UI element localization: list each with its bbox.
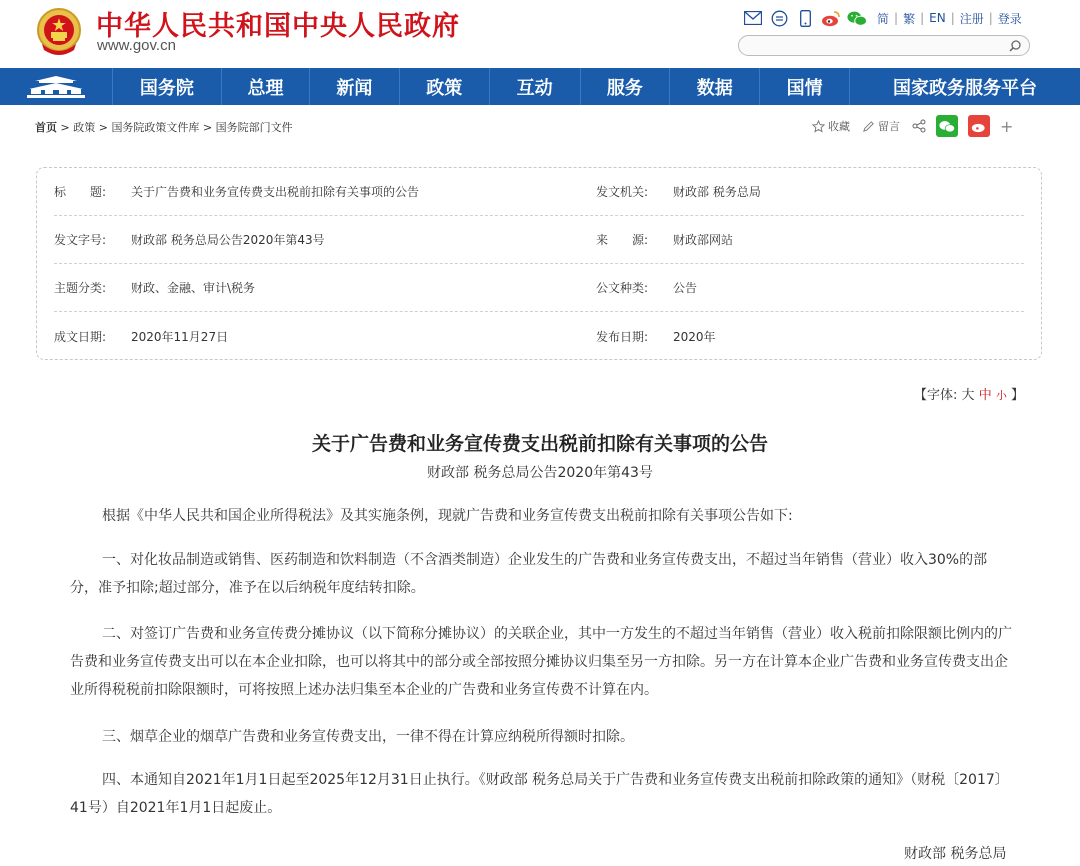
breadcrumb-separator: > bbox=[98, 121, 108, 134]
pencil-icon bbox=[862, 120, 875, 133]
info-title-label: 标 题: bbox=[54, 185, 107, 199]
mail-icon[interactable] bbox=[743, 9, 763, 27]
breadcrumb bbox=[35, 119, 293, 135]
favorite-label: 收藏 bbox=[828, 120, 850, 133]
weibo-icon[interactable] bbox=[821, 9, 841, 27]
breadcrumb-department-docs-link[interactable]: 国务院部门文件 bbox=[215, 121, 293, 134]
info-issuer-label: 发文机关: bbox=[596, 185, 649, 199]
info-topic-cell bbox=[54, 279, 255, 296]
info-type-cell bbox=[596, 279, 697, 296]
nav-item-premier[interactable]: 总理 bbox=[222, 68, 310, 105]
info-type-label: 公文种类: bbox=[596, 281, 649, 295]
info-docno-cell bbox=[54, 231, 325, 248]
weibo-icon bbox=[971, 119, 987, 133]
site-header bbox=[0, 0, 1080, 68]
info-type-value: 公告 bbox=[673, 281, 698, 295]
breadcrumb-separator: > bbox=[202, 121, 213, 134]
info-row bbox=[54, 264, 1024, 312]
info-docno-value: 财政部 税务总局公告2020年第43号 bbox=[131, 233, 325, 247]
info-row bbox=[54, 312, 1024, 360]
top-tools bbox=[743, 8, 1022, 28]
info-title-cell bbox=[54, 183, 419, 200]
nav-item-data[interactable]: 数据 bbox=[670, 68, 760, 105]
info-issuer-cell bbox=[596, 183, 761, 200]
lang-english-link[interactable]: EN bbox=[929, 11, 946, 25]
favorite-button[interactable] bbox=[812, 118, 850, 134]
nav-item-gov-service-platform[interactable]: 国家政务服务平台 bbox=[893, 77, 1038, 99]
info-date-label: 成文日期: bbox=[54, 329, 107, 344]
share-weibo-button[interactable] bbox=[968, 115, 990, 137]
share-button[interactable] bbox=[912, 119, 926, 133]
article-paragraph: 二、对签订广告费和业务宣传费分摊协议（以下简称分摊协议）的关联企业，其中一方发生的不超过当年销售（营业）收入税前扣除限额比例内的广告费和业务宣传费支出可以在本企业扣除，也可以将其中的部分或全部按照分摊协议归集至另一方扣除。另一方在计算本企业广告费和业务宣传费支出企业所得税税前扣除限额时，可将按照上述办法归集至本企业的广告费和业务宣传费不计算在内。 bbox=[70, 626, 1012, 698]
article-paragraph: 三、烟草企业的烟草广告费和业务宣传费支出，一律不得在计算应纳税所得额时扣除。 bbox=[102, 729, 634, 745]
breadcrumb-policy-link[interactable]: 政策 bbox=[73, 121, 96, 134]
share-wechat-button[interactable] bbox=[936, 115, 958, 137]
site-title[interactable]: 中华人民共和国中央人民政府 bbox=[96, 11, 460, 42]
search-icon[interactable] bbox=[1007, 38, 1023, 54]
nav-item-policy[interactable]: 政策 bbox=[400, 68, 490, 105]
share-toolbar bbox=[812, 114, 1013, 138]
article-paragraph: 根据《中华人民共和国企业所得税法》及其实施条例，现就广告费和业务宣传费支出税前扣除有关事项公告如下: bbox=[102, 508, 793, 524]
search-input[interactable] bbox=[738, 35, 1030, 56]
comment-button[interactable] bbox=[862, 118, 900, 134]
info-docno-label: 发文字号: bbox=[54, 233, 107, 247]
share-icon bbox=[912, 119, 926, 133]
breadcrumb-separator: > bbox=[60, 121, 70, 134]
comment-bubble-icon[interactable] bbox=[769, 9, 789, 27]
info-issuer-value: 财政部 税务总局 bbox=[673, 185, 761, 199]
mobile-icon[interactable] bbox=[795, 9, 815, 27]
nav-item-service[interactable]: 服务 bbox=[581, 68, 671, 105]
national-emblem-icon[interactable] bbox=[34, 6, 84, 58]
article-paragraph: 一、对化妆品制造或销售、医药制造和饮料制造（不含酒类制造）企业发生的广告费和业务宣传费支出，不超过当年销售（营业）收入30%的部分，准予扣除;超过部分，准予在以后纳税年度结转扣除。 bbox=[70, 552, 988, 596]
language-links: 简 | 繁 | EN | 注册 | 登录 bbox=[877, 11, 1022, 26]
font-size-suffix: 】 bbox=[1010, 388, 1024, 403]
nav-item-national-info[interactable]: 国情 bbox=[760, 68, 850, 105]
breadcrumb-policy-library-link[interactable]: 国务院政策文件库 bbox=[111, 121, 200, 134]
article-signature: 财政部 税务总局 bbox=[904, 846, 1007, 862]
wechat-icon[interactable] bbox=[847, 9, 867, 27]
info-pubdate-label: 发布日期: bbox=[596, 329, 649, 344]
nav-item-interaction[interactable]: 互动 bbox=[490, 68, 581, 105]
lang-traditional-link[interactable]: 繁 bbox=[903, 11, 916, 26]
font-size-small-button[interactable]: 小 bbox=[995, 389, 1007, 402]
info-title-value: 关于广告费和业务宣传费支出税前扣除有关事项的公告 bbox=[131, 185, 420, 199]
info-topic-label: 主题分类: bbox=[54, 281, 107, 295]
info-topic-value: 财政、金融、审计\税务 bbox=[131, 281, 256, 295]
info-row bbox=[54, 216, 1024, 264]
register-link[interactable]: 注册 bbox=[959, 11, 984, 26]
info-source-cell bbox=[596, 231, 733, 248]
main-nav bbox=[0, 68, 1080, 105]
font-size-selector bbox=[914, 384, 1024, 403]
nav-item-news[interactable]: 新闻 bbox=[310, 68, 400, 105]
info-source-value: 财政部网站 bbox=[673, 233, 734, 247]
info-date-cell bbox=[54, 328, 228, 345]
article-doc-number: 财政部 税务总局公告2020年第43号 bbox=[427, 465, 653, 481]
info-date-value: 2020年11月27日 bbox=[131, 329, 229, 344]
nav-item-state-council[interactable]: 国务院 bbox=[113, 68, 223, 105]
site-url[interactable]: www.gov.cn bbox=[97, 37, 176, 54]
info-source-label: 来 源: bbox=[596, 233, 649, 247]
article-title: 关于广告费和业务宣传费支出税前扣除有关事项的公告 bbox=[311, 433, 768, 455]
lang-simplified-link[interactable]: 简 bbox=[877, 11, 890, 26]
font-size-large-button[interactable]: 大 bbox=[961, 388, 975, 403]
info-row bbox=[54, 168, 1024, 216]
wechat-icon bbox=[939, 120, 955, 133]
breadcrumb-home-link[interactable]: 首页 bbox=[35, 121, 57, 134]
login-link[interactable]: 登录 bbox=[997, 11, 1022, 26]
document-info-box bbox=[36, 167, 1042, 360]
more-share-button[interactable]: + bbox=[1000, 116, 1014, 136]
info-pubdate-value: 2020年 bbox=[673, 329, 716, 344]
comment-label: 留言 bbox=[878, 120, 900, 133]
article-paragraph: 四、本通知自2021年1月1日起至2025年12月31日止执行。《财政部 税务总局关于广告费和业务宣传费支出税前扣除政策的通知》（财税〔2017〕41号）自2021年1月1日起废止。 bbox=[70, 772, 1009, 816]
star-icon bbox=[812, 120, 825, 133]
font-size-medium-button[interactable]: 中 bbox=[978, 388, 992, 403]
font-size-prefix: 【字体: bbox=[914, 388, 958, 403]
nav-home-tiananmen-icon[interactable] bbox=[0, 68, 113, 105]
info-pubdate-cell bbox=[596, 328, 716, 345]
